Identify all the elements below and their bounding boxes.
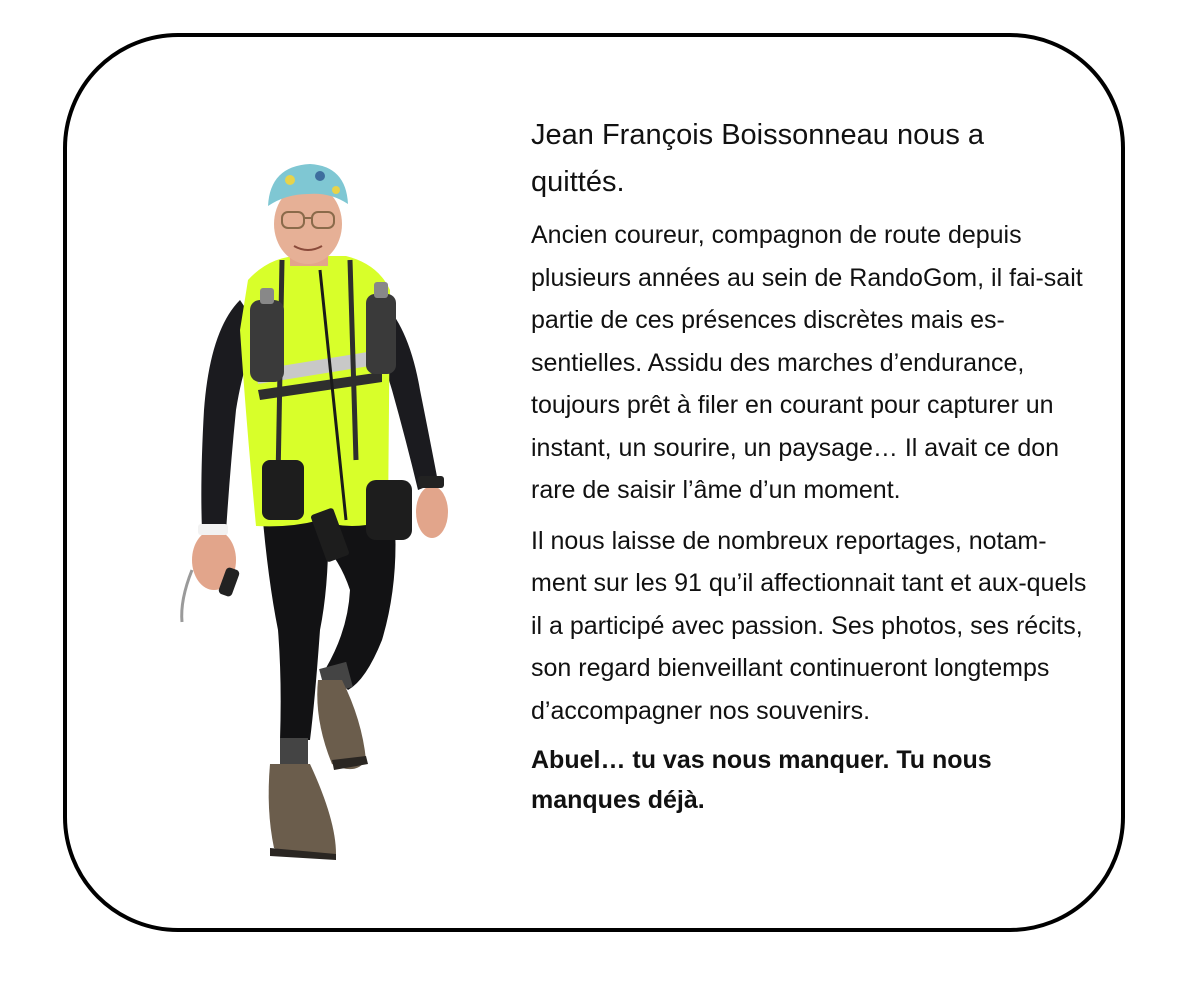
memorial-title: Jean François Boissonneau nous a quittés.: [531, 119, 985, 198]
memorial-paragraph-1: Ancien coureur, compagnon de route depuis plusieurs années au sein de RandoGom, il fai-sait partie de ces présences discrètes mais es-sentielles. Assidu des marches d’endurance, toujours prêt à filer en courant pour capturer un instant, un sourire, un paysage… Il avait ce don rare de saisir l’âme d’un moment.: [531, 221, 1083, 504]
hiker-photo: [170, 160, 460, 870]
memorial-paragraph-2: Il nous laisse de nombreux reportages, notam-ment sur les 91 qu’il affectionnait tant et aux-quels il a participé avec passion. Ses photos, ses récits, son regard bienveillant continueront longtemps d’accompagner nos souvenirs.: [531, 526, 1087, 725]
memorial-closing: Abuel… tu vas nous manquer. Tu nous manques déjà.: [531, 746, 992, 814]
memorial-text: [531, 112, 1091, 820]
